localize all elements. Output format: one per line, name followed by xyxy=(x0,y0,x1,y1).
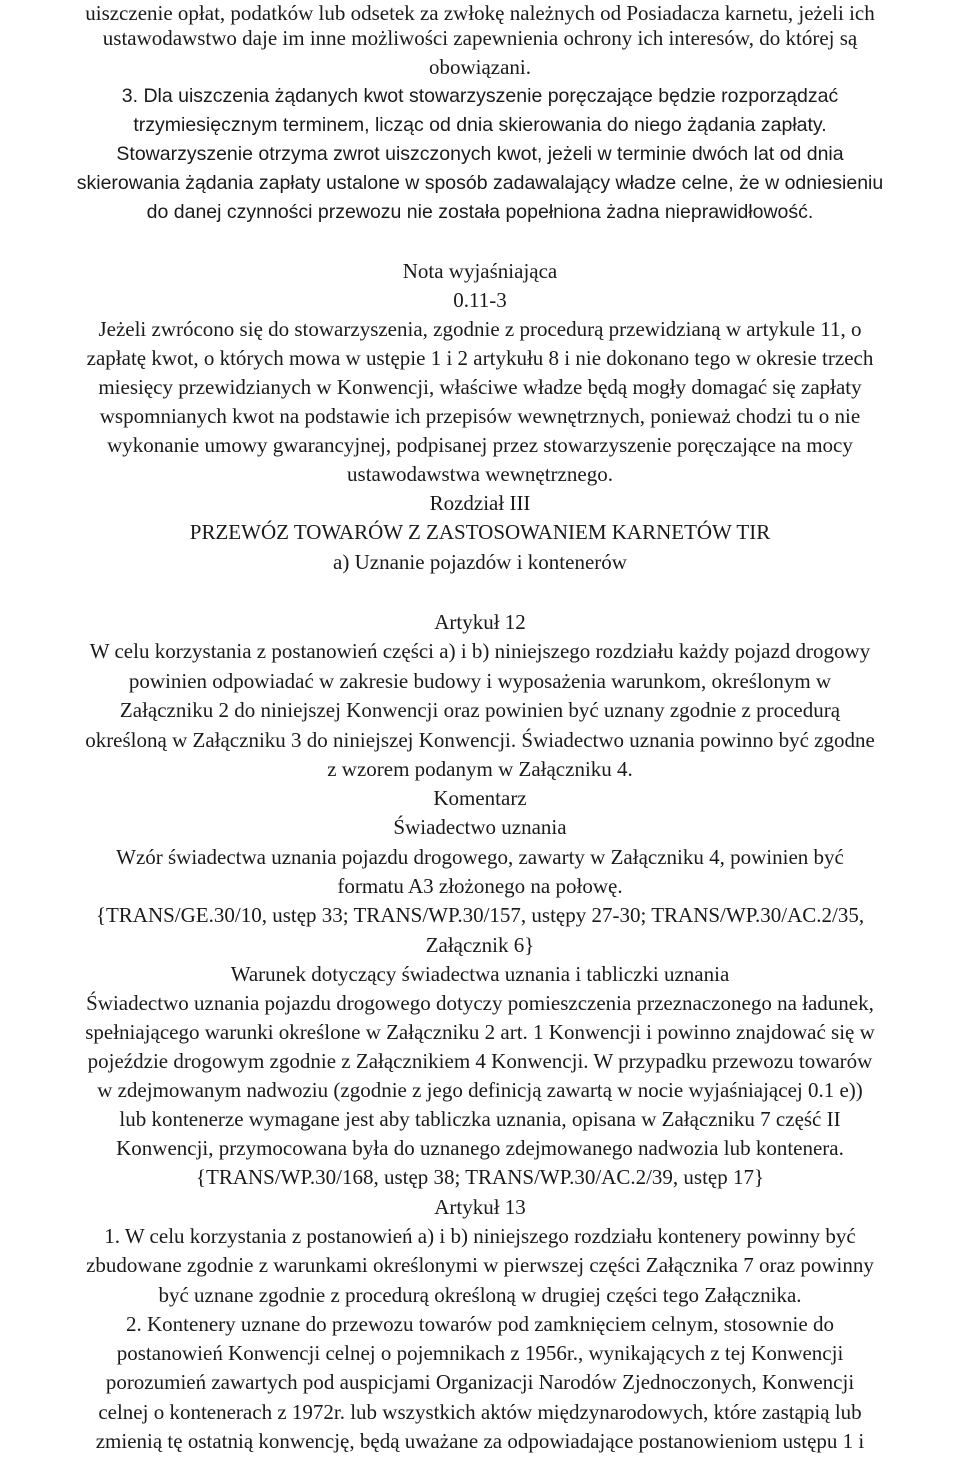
text-line: Artykuł 13 xyxy=(434,1195,526,1219)
text-line: 2. Kontenery uznane do przewozu towarów pod zamknięciem celnym, stosownie do xyxy=(126,1312,834,1336)
text-line: zapłatę kwot, o których mowa w ustępie 1 i 2 artykułu 8 i nie dokonano tego w okresie trzech xyxy=(86,346,874,370)
text-line: celnej o kontenerach z 1972r. lub wszystkich aktów międzynarodowych, które zastąpią lub xyxy=(98,1400,862,1424)
text-line: obowiązani. xyxy=(428,55,532,79)
text-line: do danej czynności przewozu nie została popełniona żadna nieprawidłowość. xyxy=(146,201,814,223)
text-line: uiszczenie opłat, podatków lub odsetek za zwłokę należnych od Posiadacza karnetu, jeżeli ich xyxy=(85,1,875,25)
text-line: Konwencji, przymocowana była do uznanego zdejmowanego nadwozia lub kontenera. xyxy=(116,1136,844,1160)
text-line: Załącznik 6} xyxy=(425,933,535,957)
text-line: spełniającego warunki określone w Załączniku 2 art. 1 Konwencji i powinno znajdować się w xyxy=(85,1020,875,1044)
text-line: postanowień Konwencji celnej o pojemnikach z 1956r., wynikających z tej Konwencji xyxy=(116,1341,844,1365)
text-line: ustawodawstwa wewnętrznego. xyxy=(347,462,613,486)
text-line: ustawodawstwo daje im inne możliwości zapewnienia ochrony ich interesów, do której są xyxy=(102,26,858,50)
text-line: {TRANS/GE.30/10, ustęp 33; TRANS/WP.30/157, ustępy 27-30; TRANS/WP.30/AC.2/35, xyxy=(95,903,865,927)
text-line: Załączniku 2 do niniejszej Konwencji oraz powinien być uznany zgodnie z procedurą xyxy=(119,698,841,722)
text-line: {TRANS/WP.30/168, ustęp 38; TRANS/WP.30/AC.2/39, ustęp 17} xyxy=(195,1165,765,1189)
text-line: wspomnianych kwot na podstawie ich przepisów wewnętrznych, ponieważ chodzi tu o nie xyxy=(99,404,861,428)
text-line: wykonanie umowy gwarancyjnej, podpisanej przez stowarzyszenie poręczające na mocy xyxy=(107,433,853,457)
text-line: powinien odpowiadać w zakresie budowy i wyposażenia warunkom, określonym w xyxy=(128,669,832,693)
text-line: Artykuł 12 xyxy=(434,610,526,634)
text-line: 0.11-3 xyxy=(453,288,507,312)
text-line: W celu korzystania z postanowień części a) i b) niniejszego rozdziału każdy pojazd drogowy xyxy=(89,639,871,663)
text-line: 3. Dla uiszczenia żądanych kwot stowarzyszenie poręczające będzie rozporządzać xyxy=(121,85,839,107)
text-line: w zdejmowanym nadwoziu (zgodnie z jego definicją zawartą w nocie wyjaśniającej 0.1 e)) xyxy=(97,1078,863,1102)
text-line: Świadectwo uznania xyxy=(393,815,567,839)
text-line: Świadectwo uznania pojazdu drogowego dotyczy pomieszczenia przeznaczonego na ładunek, xyxy=(86,991,874,1015)
text-line: miesięcy przewidzianych w Konwencji, właściwe władze będą mogły domagać się zapłaty xyxy=(98,375,862,399)
text-line: 1. W celu korzystania z postanowień a) i b) niniejszego rozdziału kontenery powinny być xyxy=(104,1224,856,1248)
text-line: Jeżeli zwrócono się do stowarzyszenia, zgodnie z procedurą przewidzianą w artykule 11, o xyxy=(98,317,862,341)
text-line: pojeździe drogowym zgodnie z Załącznikiem 4 Konwencji. W przypadku przewozu towarów xyxy=(87,1049,873,1073)
text-line: PRZEWÓZ TOWARÓW Z ZASTOSOWANIEM KARNETÓW TIR xyxy=(189,520,771,544)
text-line: zmienią tę ostatnią konwencję, będą uważane za odpowiadające postanowieniom ustępu 1 i xyxy=(95,1429,865,1453)
text-line: Rozdział III xyxy=(429,491,531,515)
text-line: Wzór świadectwa uznania pojazdu drogowego, zawarty w Załączniku 4, powinien być xyxy=(116,845,844,869)
text-line: trzymiesięcznym terminem, licząc od dnia skierowania do niego żądania zapłaty. xyxy=(133,114,827,136)
text-line: a) Uznanie pojazdów i kontenerów xyxy=(333,550,627,574)
text-line: lub kontenerze wymagane jest aby tabliczka uznania, opisana w Załączniku 7 część II xyxy=(119,1107,841,1131)
text-line: Warunek dotyczący świadectwa uznania i tabliczki uznania xyxy=(230,962,730,986)
text-line: zbudowane zgodnie z warunkami określonymi w pierwszej części Załącznika 7 oraz powinny xyxy=(86,1253,874,1277)
text-line: formatu A3 złożonego na połowę. xyxy=(337,874,623,898)
text-line: być uznane zgodnie z procedurą określoną w drugiej części tego Załącznika. xyxy=(158,1283,802,1307)
text-line: porozumień zawartych pod auspicjami Organizacji Narodów Zjednoczonych, Konwencji xyxy=(105,1370,855,1394)
text-line: Komentarz xyxy=(433,786,527,810)
text-line: z wzorem podanym w Załączniku 4. xyxy=(327,757,633,781)
text-line: Stowarzyszenie otrzyma zwrot uiszczonych kwot, jeżeli w terminie dwóch lat od dnia xyxy=(116,143,844,165)
text-line: określoną w Załączniku 3 do niniejszej Konwencji. Świadectwo uznania powinno być zgodne xyxy=(85,728,875,752)
text-line: Nota wyjaśniająca xyxy=(402,259,558,283)
text-line: skierowania żądania zapłaty ustalone w sposób zadawalający władze celne, że w odniesieniu xyxy=(76,172,884,194)
